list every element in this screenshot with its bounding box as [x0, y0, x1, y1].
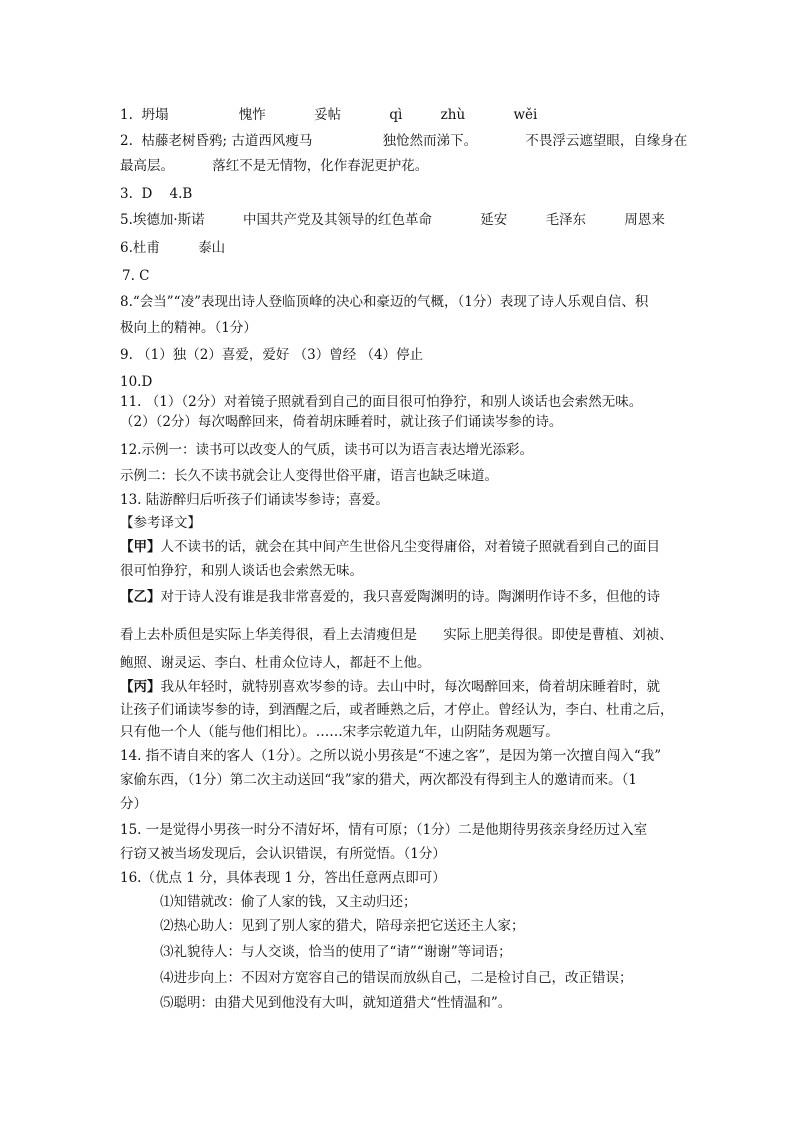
- q2-number: 2.: [120, 133, 133, 149]
- answer-q8-line2: 极向上的精神。（1分）: [120, 320, 257, 336]
- q3-number: 3.: [120, 186, 133, 202]
- q1-answer-a: 坍塌: [141, 107, 169, 123]
- answer-q1: [120, 106, 680, 124]
- answer-q2-line1: [120, 132, 688, 150]
- translation-bing-text1: 我从年轻时，就特别喜欢岑参的诗。去山中时，每次喝醉回来，倚着胡床睡着时，就: [160, 679, 660, 695]
- answer-q12-line1: 12.示例一：读书可以改变人的气质，读书可以为语言表达增光添彩。: [120, 442, 533, 458]
- translation-jia-text1: 人不读书的话，就会在其中间产生世俗凡尘变得庸俗，对着镜子照就看到自己的面目: [160, 539, 660, 555]
- q1-answer-f: wěi: [513, 107, 538, 123]
- answer-q12-line2: 示例二：长久不读书就会让人变得世俗平庸，语言也缺乏味道。: [120, 468, 498, 484]
- q5-number-answer: 5.埃德加·斯诺: [120, 212, 205, 228]
- q1-answer-e: zhù: [440, 107, 466, 123]
- q2-answer-b: 独怆然而涕下。: [382, 133, 478, 149]
- translation-yi-line1: [120, 588, 680, 606]
- q2-answer-d: 最高层。: [120, 158, 174, 174]
- q1-answer-b: 愧怍: [238, 107, 266, 123]
- translation-jia-label: 【甲】: [120, 539, 161, 555]
- translation-jia-line2: 很可怕狰狞，和别人谈话也会索然无味。: [120, 563, 363, 579]
- answer-q15-line2: 行窃又被当场发现后，会认识错误，有所觉悟。（1分）: [120, 846, 446, 862]
- q5-answer-d: 周恩来: [624, 212, 665, 228]
- answer-q15-line1: 15. 一是觉得小男孩一时分不清好坏，情有可原；（1分）二是他期待男孩亲身经历过入室: [120, 822, 648, 838]
- answer-q16-head: 16.（优点 1 分，具体表现 1 分，答出任意两点即可）: [120, 870, 446, 886]
- translation-bing-line3: 只有他一个人（能与他们相比）。……宋孝宗乾道九年，山阴陆务观题写。: [120, 724, 559, 740]
- q2-answer-c: 不畏浮云遮望眼，自缘身在: [525, 133, 688, 149]
- answer-q10: 10.D: [120, 374, 153, 390]
- q5-answer-a: 中国共产党及其领导的红色革命: [242, 212, 432, 228]
- answer-q14-line1: 14. 指不请自来的客人（1分）。之所以说小男孩是“不速之客”，是因为第一次擅自闯入“我”: [120, 748, 662, 764]
- answer-q13: 13. 陆游醉归后听孩子们诵读岑参诗；喜爱。: [120, 492, 389, 508]
- translation-yi-text2b: 实际上肥美得很。即使是曹植、刘祯、: [443, 627, 673, 643]
- q1-answer-c: 妥帖: [314, 107, 342, 123]
- translation-yi-label: 【乙】: [120, 589, 161, 605]
- translation-yi-line3: 鲍照、谢灵运、李白、杜甫众位诗人，都赶不上他。: [120, 655, 431, 671]
- q6-number-answer: 6.杜甫: [120, 240, 160, 256]
- answer-q9: 9. （1）独（2）喜爱，爱好 （3）曾经 （4）停止: [120, 347, 424, 363]
- q5-answer-c: 毛泽东: [545, 212, 587, 228]
- translation-yi-line2: [120, 626, 680, 644]
- answer-q2-line2: [120, 157, 680, 175]
- q1-number: 1.: [120, 107, 133, 123]
- answer-q11-line1: 11. （1）（2分）对着镜子照就看到自己的面目很可怕狰狞，和别人谈话也会索然无味。: [120, 394, 643, 410]
- translation-bing-line1: [120, 678, 680, 696]
- answer-q16-item-5: ⑸聪明：由猎犬见到他没有大叫，就知道猎犬“性情温和”。: [160, 995, 512, 1011]
- answer-q16-item-1: ⑴知错就改：偷了人家的钱，又主动归还；: [160, 894, 417, 910]
- q2-answer-a: 枯藤老树昏鸦; 古道西风瘦马: [141, 133, 313, 149]
- q2-answer-e: 落红不是无情物，化作春泥更护花。: [212, 158, 429, 174]
- answer-q16-item-3: ⑶礼貌待人：与人交谈，恰当的使用了“请”“谢谢”等词语；: [160, 944, 512, 960]
- answer-q14-line2: 家偷东西，（1分）第二次主动送回“我”家的猎犬，两次都没有得到主人的邀请而来。（1: [120, 772, 637, 788]
- translation-jia-line1: [120, 538, 680, 556]
- q6-answer-a: 泰山: [198, 240, 226, 256]
- translation-heading: 【参考译文】: [120, 515, 201, 531]
- translation-bing-line2: 让孩子们诵读岑参的诗，到酒醒之后，或者睡熟之后，才停止。曾经认为，李白、杜甫之后，: [120, 702, 674, 718]
- answer-q11-line2: （2）（2分）每次喝醉回来，倚着胡床睡着时，就让孩子们诵读岑参的诗。: [120, 414, 563, 430]
- answer-q5: [120, 211, 680, 229]
- answer-q16-item-4: ⑷进步向上：不因对方宽容自己的错误而放纵自己，二是检讨自己，改正错误；: [160, 970, 633, 986]
- answer-q6: [120, 239, 680, 257]
- translation-yi-text2a: 看上去朴质但是实际上华美得很，看上去清瘦但是: [120, 627, 417, 643]
- translation-yi-text1: 对于诗人没有谁是我非常喜爱的，我只喜爱陶渊明的诗。陶渊明作诗不多，但他的诗: [160, 589, 660, 605]
- q4-answer: 4.B: [169, 186, 193, 202]
- q5-answer-b: 延安: [480, 212, 508, 228]
- q1-answer-d: qì: [389, 107, 403, 123]
- q3-answer: D: [141, 186, 153, 202]
- answer-q3-q4: [120, 185, 680, 203]
- answer-q14-line3: 分）: [120, 796, 147, 812]
- answer-q7: 7. C: [122, 268, 150, 284]
- answer-q8-line1: 8.“会当”“凌”表现出诗人登临顶峰的决心和豪迈的气概，（1分）表现了诗人乐观自信、积: [120, 294, 649, 310]
- translation-bing-label: 【丙】: [120, 679, 161, 695]
- answer-q16-item-2: ⑵热心助人：见到了别人家的猎犬，陪母亲把它送还主人家；: [160, 918, 525, 934]
